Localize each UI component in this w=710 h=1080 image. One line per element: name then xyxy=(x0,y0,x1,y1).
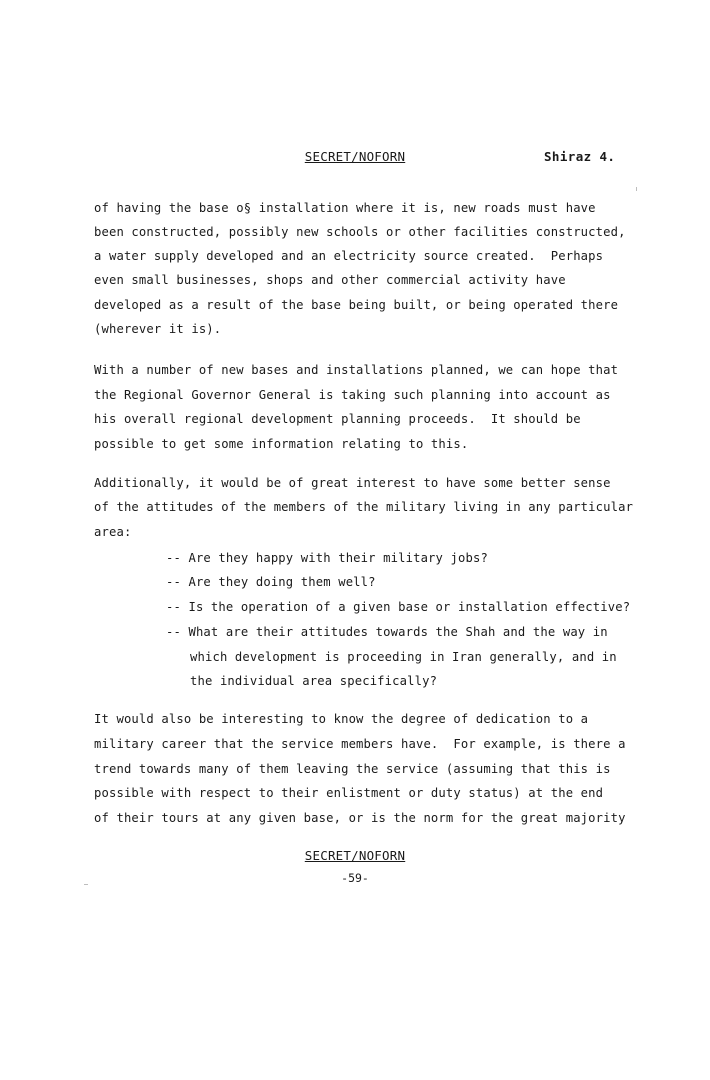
paragraph-1-line-5: developed as a result of the base being built, or being operated there xyxy=(94,298,619,312)
scan-speck xyxy=(636,187,637,191)
page-number: -59- xyxy=(341,871,369,885)
paragraph-4-line-1: It would also be interesting to know the degree of dedication to a xyxy=(94,712,589,726)
paragraph-3-line-1: Additionally, it would be of great interest to have some better sense xyxy=(94,476,611,490)
paragraph-1-line-3: a water supply developed and an electricity source created. Perhaps xyxy=(94,249,604,263)
paragraph-1-line-6: (wherever it is). xyxy=(94,322,222,336)
bullet-item-4: -- What are their attitudes towards the Shah and the way in xyxy=(166,625,608,639)
bullet-item-4-continuation-2: the individual area specifically? xyxy=(190,674,438,688)
bullet-item-1: -- Are they happy with their military jobs? xyxy=(166,551,488,565)
paragraph-1-line-2: been constructed, possibly new schools or other facilities constructed, xyxy=(94,225,626,239)
paragraph-1-line-4: even small businesses, shops and other commercial activity have xyxy=(94,273,566,287)
bullet-item-2: -- Are they doing them well? xyxy=(166,575,376,589)
bullet-item-4-continuation-1: which development is proceeding in Iran generally, and in xyxy=(190,650,617,664)
paragraph-2-line-3: his overall regional development planning proceeds. It should be xyxy=(94,412,581,426)
paragraph-1-line-1: of having the base o§ installation where it is, new roads must have xyxy=(94,201,596,215)
scan-speck xyxy=(84,884,88,885)
paragraph-4-line-5: of their tours at any given base, or is the norm for the great majority xyxy=(94,811,626,825)
paragraph-4-line-4: possible with respect to their enlistment or duty status) at the end xyxy=(94,786,604,800)
paragraph-4-line-3: trend towards many of them leaving the service (assuming that this is xyxy=(94,762,611,776)
paragraph-3-line-3: area: xyxy=(94,525,132,539)
paragraph-2-line-1: With a number of new bases and installations planned, we can hope that xyxy=(94,363,619,377)
header-page-reference: Shiraz 4. xyxy=(544,149,616,164)
paragraph-3-line-2: of the attitudes of the members of the military living in any particular xyxy=(94,500,634,514)
header-classification-marking: SECRET/NOFORN xyxy=(304,149,406,164)
bullet-item-3: -- Is the operation of a given base or installation effective? xyxy=(166,600,631,614)
paragraph-4-line-2: military career that the service members have. For example, is there a xyxy=(94,737,626,751)
footer-classification-marking: SECRET/NOFORN xyxy=(304,848,406,863)
paragraph-2-line-4: possible to get some information relating to this. xyxy=(94,437,469,451)
paragraph-2-line-2: the Regional Governor General is taking such planning into account as xyxy=(94,388,611,402)
